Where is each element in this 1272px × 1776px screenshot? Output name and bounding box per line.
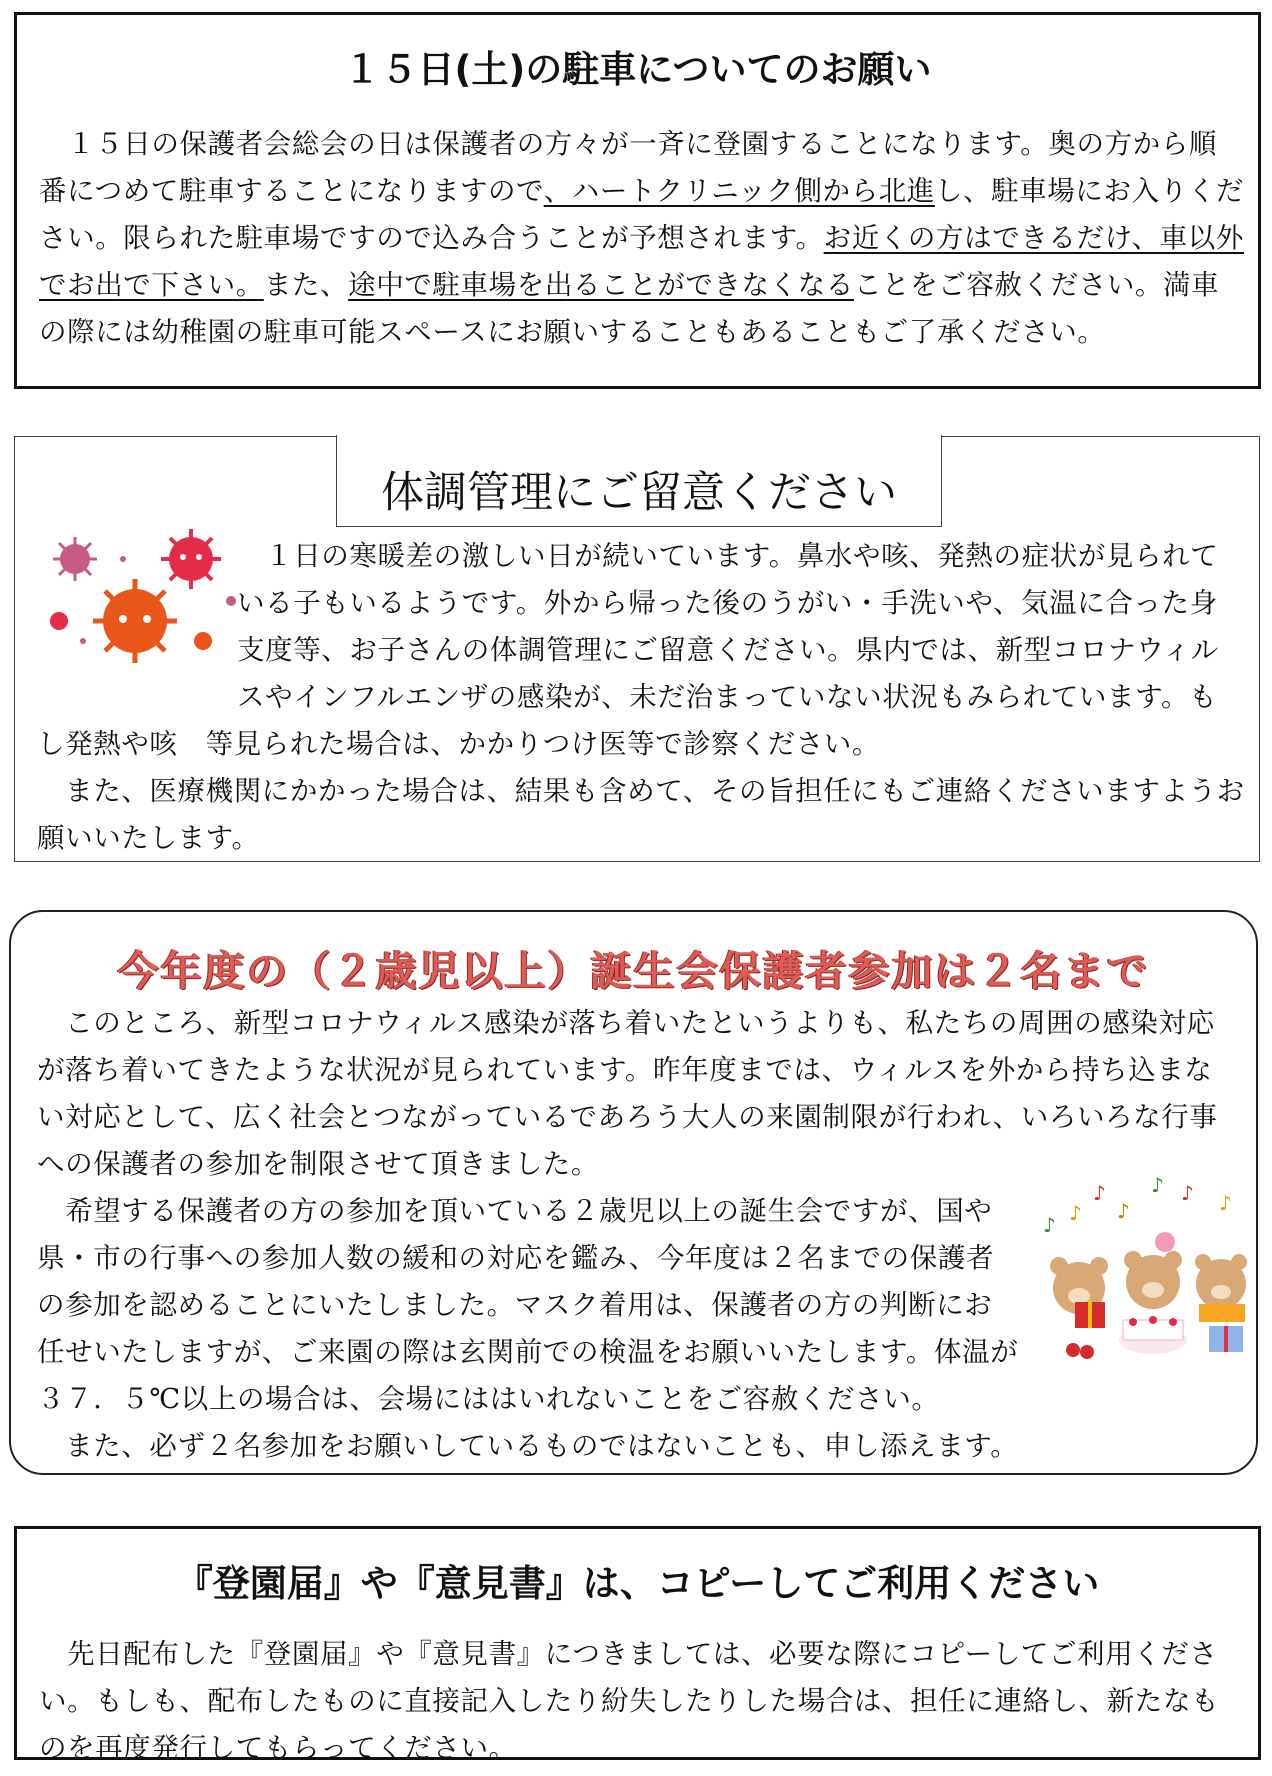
bear-right-icon xyxy=(1195,1254,1247,1352)
parking-title: １５日(土)の駐車についてのお願い xyxy=(343,48,932,91)
svg-text:♪: ♪ xyxy=(1151,1173,1164,1197)
parking-text-2: し、駐車場にお入りください。限られた駐車場ですので込み合うことが予想されます。 xyxy=(39,175,1245,254)
svg-text:♪: ♪ xyxy=(1181,1181,1194,1205)
forms-body: 先日配布した『登園届』や『意見書』につきましては、必要な際にコピーしてご利用ください。もしも、配布したものに直接記入したり紛失したりした場合は、担任に連絡し、新たなものを再度発行してもらってください。 xyxy=(39,1638,1220,1764)
parking-underline-2: お近くの方はできるだけ、車以外でお出で下さい。 xyxy=(39,222,1245,301)
virus-pink-icon xyxy=(53,537,97,581)
virus-red-icon xyxy=(161,529,221,589)
birthday-text-1: このところ、新型コロナウィルス感染が落ち着いたというよりも、私たちの周囲の感染対応が落ち着いてきたような状況が見られています。昨年度までは、ウィルスを外から持ち込まない対応として、広く社会とつながっているであろう大人の来園制限が行われ、いろいろな行事への保護者の参加を制限させて頂きました。 xyxy=(37,1007,1218,1180)
svg-text:♪: ♪ xyxy=(1069,1201,1082,1225)
cherry-icon xyxy=(1066,1343,1094,1359)
birthday-text-2: 希望する保護者の方の参加を頂いている２歳児以上の誕生会ですが、国や県・市の行事への参加人数の緩和の対応を鑑み、今年度は２名までの保護者の参加を認めることにいたしました。マスク着用は、保護者の方の判断にお任せいたしますが、ご来園の際は玄関前での検温をお願いいたします。体温が３７．５℃以上の場合は、会場にははいれないことをご容赦ください。 xyxy=(37,1195,1019,1415)
parking-text-3: また、 xyxy=(263,269,349,301)
virus-orange-icon xyxy=(93,579,177,663)
svg-text:♪: ♪ xyxy=(1093,1181,1106,1205)
health-text-1: １日の寒暖差の激しい日が続いています。鼻水や咳、発熱の症状が見られている子もいるようです。外から帰った後のうがい・手洗いや、気温に合った身支度等、お子さんの体調管理にご留意ください。県内では、新型コロナウィルスやインフルエンザの感染が、未だ治まっていない状況もみられています。もし発熱や咳 等見られた場合は、かかりつけ医等で診察ください。 xyxy=(37,540,1219,760)
parking-underline-1: 、ハートクリニック側から北進 xyxy=(543,175,935,207)
health-text-2: また、医療機関にかかった場合は、結果も含めて、その旨担任にもご連絡くださいますようお願いいたします。 xyxy=(37,775,1245,854)
bear-left-icon xyxy=(1050,1257,1108,1328)
health-notice xyxy=(14,436,1260,862)
parking-text-4: ことをご容赦ください。満車の際には幼稚園の駐車可能スペースにお願いすることもあることもご了承ください。 xyxy=(39,269,1220,348)
health-title-box xyxy=(336,435,942,527)
parking-notice xyxy=(14,12,1261,389)
parking-underline-3: 途中で駐車場を出ることができなくなる xyxy=(348,269,854,301)
birthday-title: 今年度の（２歳児以上）誕生会保護者参加は２名まで xyxy=(117,947,1150,995)
health-title: 体調管理にご留意ください xyxy=(381,468,897,518)
parking-text-1: １５日の保護者会総会の日は保護者の方々が一斉に登園することになります。奥の方から順番につめて駐車することになりますので xyxy=(39,128,1217,207)
svg-text:♪: ♪ xyxy=(1219,1191,1232,1215)
forms-notice xyxy=(14,1526,1261,1764)
birthday-notice xyxy=(9,910,1258,1475)
svg-text:♪: ♪ xyxy=(1117,1199,1130,1223)
parking-body xyxy=(39,121,1244,356)
virus-illustration-icon xyxy=(43,529,243,679)
svg-text:♪: ♪ xyxy=(1043,1213,1056,1237)
bear-middle-icon xyxy=(1119,1232,1187,1354)
birthday-text-3: また、必ず２名参加をお願いしているものではないことも、申し添えます。 xyxy=(37,1430,1019,1462)
bears-birthday-illustration-icon xyxy=(1033,1170,1259,1380)
forms-title: 『登園届』や『意見書』は、コピーしてご利用ください xyxy=(175,1562,1100,1605)
